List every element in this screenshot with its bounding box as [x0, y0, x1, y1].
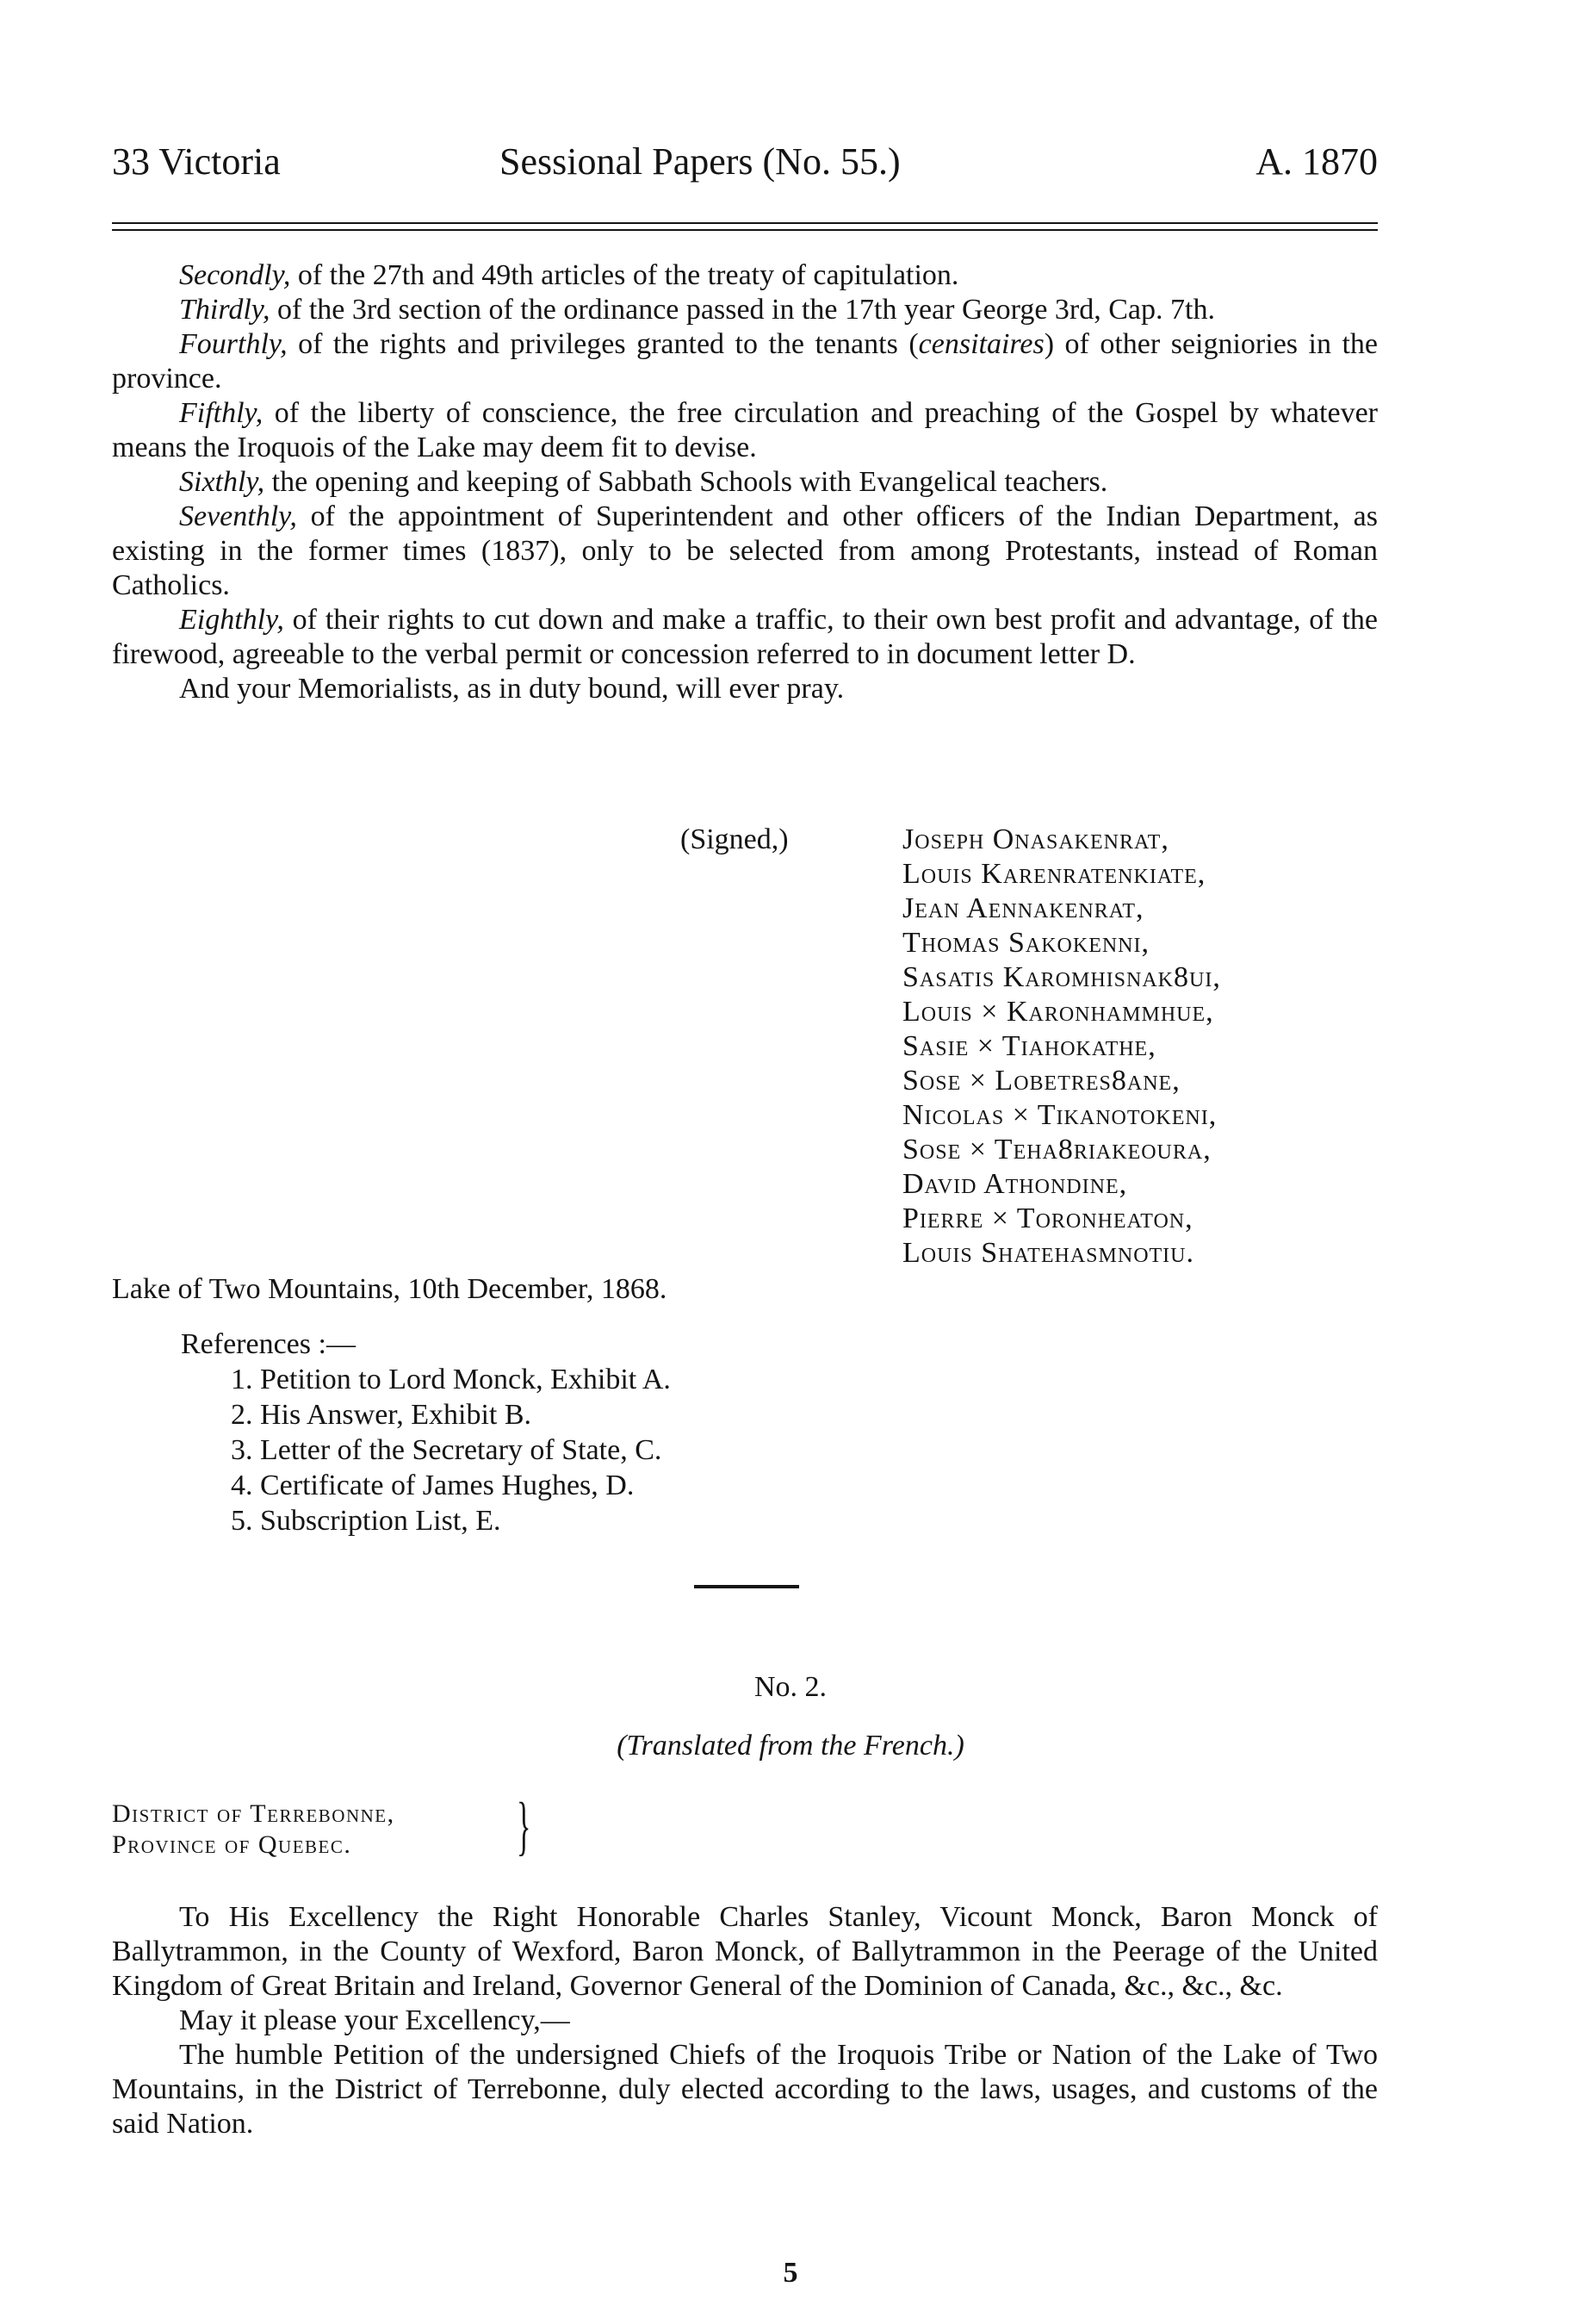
salutation: May it please your Excellency,— [179, 2004, 570, 2036]
signatory: Sose × Lobetres8ane, [902, 1065, 1181, 1097]
signatory: David Athondine, [902, 1168, 1128, 1200]
paragraph-sixthly: Sixthly, the opening and keeping of Sabbath Schools with Evangelical teachers. [179, 466, 1108, 498]
paragraph-thirdly: Thirdly, of the 3rd section of the ordinance passed in the 17th year George 3rd, Cap. 7th. [179, 294, 1215, 326]
paragraph-fourthly: Fourthly, of the rights and privileges granted to the tenants (censitaires) of other seigniories in the province. [112, 328, 1378, 395]
signatory: Nicolas × Tikanotokeni, [902, 1099, 1218, 1131]
signatory: Louis Shatehasmnotiu. [902, 1237, 1195, 1269]
address-paragraph: To His Excellency the Right Honorable Charles Stanley, Vicount Monck, Baron Monck of Ballytrammon, in the County of Wexford, Baron Monck, of Ballytrammon in the Peerage of the United Kingdom of Great Britain and Ireland, Governor General of the Dominion of Canada, &c., &c., &c. [112, 1901, 1378, 2002]
signatory: Pierre × Toronheaton, [902, 1202, 1194, 1234]
signatory: Joseph Onasakenrat, [902, 823, 1169, 855]
header-session: 33 Victoria [112, 140, 281, 183]
province-line: Province of Quebec. [112, 1830, 352, 1859]
references-heading: References :— [181, 1328, 356, 1360]
signatory: Louis × Karonhammhue, [902, 996, 1214, 1028]
district-line: District of Terrebonne, [112, 1799, 395, 1828]
header-title: Sessional Papers (No. 55.) [499, 140, 901, 183]
memorial-body [112, 258, 1378, 706]
reference-item: 4. Certificate of James Hughes, D. [231, 1470, 635, 1501]
petition-paragraph: The humble Petition of the undersigned Chiefs of the Iroquois Tribe or Nation of the Lake of Two Mountains, in the District of Terrebonne, duly elected according to the laws, usages, and customs of the said Nation. [112, 2039, 1378, 2140]
petition-body [112, 1900, 1378, 2141]
signatory: Sose × Teha8riakeoura, [902, 1134, 1212, 1165]
paragraph-secondly: Secondly, of the 27th and 49th articles of the treaty of capitulation. [179, 259, 959, 291]
brace-glyph: } [517, 1790, 531, 1862]
signatory: Jean Aennakenrat, [902, 892, 1144, 924]
translation-note: (Translated from the French.) [617, 1730, 964, 1762]
signed-label: (Signed,) [680, 823, 789, 855]
page-header [112, 140, 1378, 191]
references [181, 1327, 671, 1538]
page-number: 5 [783, 2257, 798, 2289]
paragraph-closing: And your Memorialists, as in duty bound, will ever pray. [179, 673, 845, 705]
reference-item: 2. His Answer, Exhibit B. [231, 1399, 532, 1431]
header-year: A. 1870 [1256, 140, 1378, 183]
header-rule-top [112, 222, 1378, 224]
reference-item: 5. Subscription List, E. [231, 1505, 501, 1537]
signatory: Thomas Sakokenni, [902, 927, 1150, 959]
header-rule-bottom [112, 229, 1378, 231]
paragraph-seventhly: Seventhly, of the appointment of Superintendent and other officers of the Indian Department, as existing in the former times (1837), only to be selected from among Protestants, instead of Roman Catholics. [112, 500, 1378, 601]
reference-item: 3. Letter of the Secretary of State, C. [231, 1434, 662, 1466]
paragraph-eighthly: Eighthly, of their rights to cut down and make a traffic, to their own best profit and advantage, of the firewood, agreeable to the verbal permit or concession referred to in document letter D. [112, 604, 1378, 670]
section-number: No. 2. [753, 1671, 828, 1703]
signatory: Louis Karenratenkiate, [902, 858, 1206, 890]
signatory: Sasatis Karomhisnak8ui, [902, 961, 1221, 993]
district-heading [112, 1799, 395, 1861]
section-divider [694, 1585, 799, 1588]
reference-item: 1. Petition to Lord Monck, Exhibit A. [231, 1364, 671, 1395]
paragraph-fifthly: Fifthly, of the liberty of conscience, the free circulation and preaching of the Gospel by whatever means the Iroquois of the Lake may deem fit to devise. [112, 397, 1378, 463]
signatory-list [902, 823, 1419, 1271]
signatory: Sasie × Tiahokathe, [902, 1030, 1156, 1062]
dateline: Lake of Two Mountains, 10th December, 1868. [112, 1273, 667, 1305]
